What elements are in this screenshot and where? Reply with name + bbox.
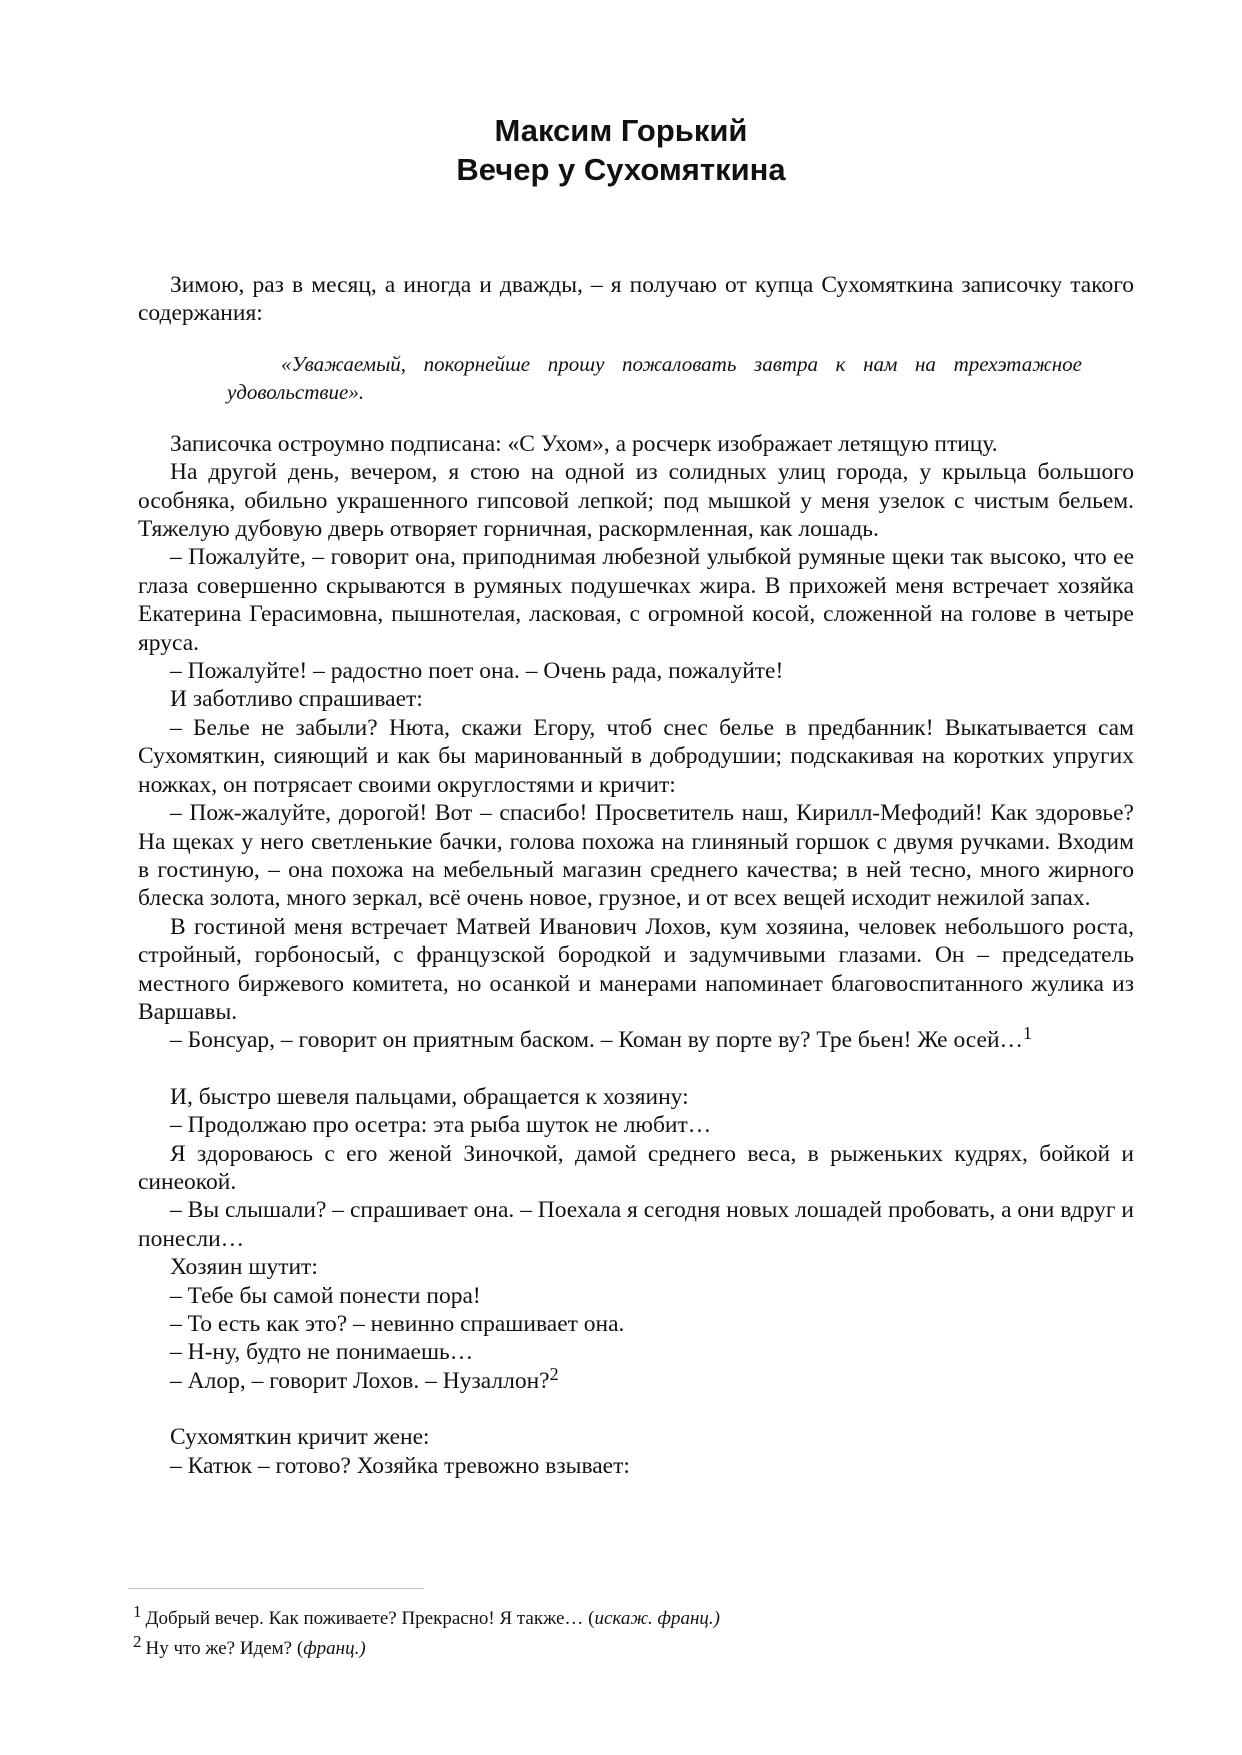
paragraph: В гостиной меня встречает Матвей Иванович Лохов, кум хозяина, человек небольшого роста, стройный, горбоносый, с французской бородкой и задумчивыми глазами. Он – председатель местного биржевого комитета, но осанкой и манерами напоминает благовоспитанного жулика из Варшавы. [138,913,1134,1025]
paragraph-text: – Алор, – говорит Лохов. – Нузаллон? [170,1367,550,1394]
paragraph: – Н-ну, будто не понимаешь… [170,1339,474,1366]
footnote-number: 2 [133,1632,142,1651]
footnote-1 [133,1604,1033,1634]
story-title: Вечер у Сухомяткина [456,152,786,187]
footnotes [133,1604,1033,1664]
paragraph: – Пож-жалуйте, дорогой! Вот – спасибо! Просветитель наш, Кирилл-Мефодий! Как здоровье? На щеках у него светленькие бачки, голова похожа на глиняный горшок с двумя ручками. Входим в гостиную, – она похожа на мебельный магазин среднего качества; в ней тесно, много жирного блеска золота, много зеркал, всё очень новое, грузное, и от всех вещей исходит нежилой запах. [138,800,1134,912]
paragraph: – Вы слышали? – спрашивает она. – Поехала я сегодня новых лошадей пробовать, а они вдруг и понесли… [138,1197,1134,1252]
footnote-text: Добрый вечер. Как поживаете? Прекрасно! Я также… ( [145,1608,595,1629]
paragraph: Сухомяткин кричит жене: [170,1424,430,1451]
paragraph: И заботливо спрашивает: [170,686,423,713]
paragraph: На другой день, вечером, я стою на одной из солидных улиц города, у крыльца большого особняка, обильно украшенного гипсовой лепкой; под мышкой у меня узелок с чистым бельем. Тяжелую дубовую дверь отворяет горничная, раскормленная, как лошадь. [138,459,1134,543]
footnote-text: Ну что же? Идем? ( [145,1638,304,1659]
spacer [138,1395,1134,1423]
paragraph: – Пожалуйте! – радостно поет она. – Очень рада, пожалуйте! [170,658,784,685]
paragraph: – Катюк – готово? Хозяйка тревожно взывает: [170,1452,630,1479]
paragraph: – Тебе бы самой понести пора! [170,1282,481,1309]
paragraph-with-footnote-1 [138,1023,1134,1054]
paragraph: Я здороваюсь с его женой Зиночкой, дамой среднего веса, в рыженьких кудрях, бойкой и синеокой. [138,1140,1134,1195]
paragraph: – То есть как это? – невинно спрашивает она. [170,1311,625,1337]
author-name: Максим Горький [494,113,748,148]
paragraph: Записочка остроумно подписана: «С Ухом», а росчерк изображает летящую птицу. [170,430,998,457]
paragraph-text: – Бонсуар, – говорит он приятным баском. – Коман ву порте ву? Тре бьен! Же осей… [170,1027,1024,1054]
footnote-ref-1[interactable]: 1 [1023,1023,1033,1044]
footnote-note: искаж. франц.) [594,1608,720,1629]
paragraph: – Продолжаю про осетра: эта рыба шуток не любит… [170,1112,712,1139]
story-body [138,271,1134,1480]
paragraph: И, быстро шевеля пальцами, обращается к хозяину: [170,1083,689,1110]
paragraph: Зимою, раз в месяц, а иногда и дважды, – я получаю от купца Сухомяткина записочку такого содержания: [138,272,1134,327]
footnote-ref-2[interactable]: 2 [549,1363,559,1384]
footnote-note: франц.) [303,1638,366,1659]
footnote-divider [128,1588,424,1589]
paragraph: – Пожалуйте, – говорит она, приподнимая любезной улыбкой румяные щеки так высоко, что ее глаза совершенно скрываются в румяных подушечках жира. В прихожей меня встречает хозяйка Екатерина Герасимовна, пышнотелая, ласковая, с огромной косой, сложенной на голове в четыре яруса. [138,544,1134,656]
paragraph: Хозяин шутит: [170,1254,318,1281]
spacer [138,1055,1134,1083]
paragraph: – Белье не забыли? Нюта, скажи Егору, чтоб снес белье в предбанник! Выкатывается сам Сухомяткин, сияющий и как бы маринованный в добродушии; подскакивая на коротких упругих ножках, он потрясает своими округлостями и кричит: [138,714,1134,798]
paragraph-with-footnote-2 [138,1363,1134,1395]
footnote-2 [133,1634,1033,1664]
block-quote: «Уважаемый, покорнейше прошу пожаловать завтра к нам на трехэтажное удовольствие». [227,351,1082,404]
footnote-number: 1 [133,1602,142,1621]
